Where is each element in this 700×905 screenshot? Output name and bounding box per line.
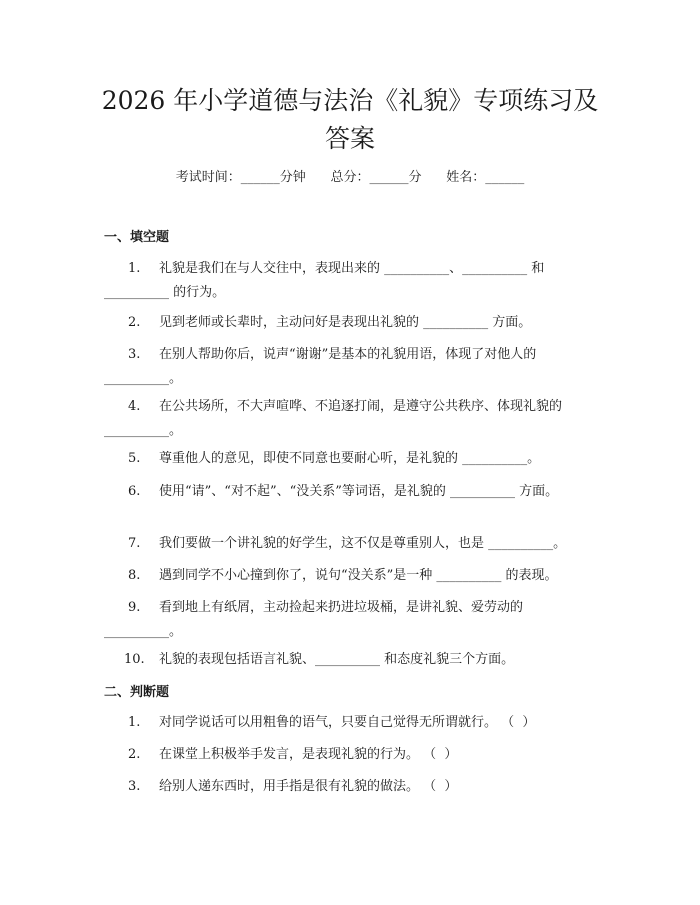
question-text: 礼貌的表现包括语言礼貌、__________ 和态度礼貌三个方面。 xyxy=(159,652,515,667)
section-heading-true-false: 二、判断题 xyxy=(104,685,170,700)
fill-in-question-6 xyxy=(104,480,598,504)
question-text: 在公共场所，不大声喧哗、不追逐打闹，是遵守公共秩序、体现礼貌的 __________。 xyxy=(104,399,567,438)
question-number: 3. xyxy=(128,347,141,362)
question-text: 礼貌是我们在与人交往中，表现出来的 __________、__________ 和 __________ 的行为。 xyxy=(104,261,549,300)
question-text: 见到老师或长辈时，主动问好是表现出礼貌的 __________ 方面。 xyxy=(159,315,532,330)
question-text: 看到地上有纸屑，主动捡起来扔进垃圾桶，是讲礼貌、爱劳动的 __________。 xyxy=(104,600,528,639)
fill-in-question-8 xyxy=(104,564,598,588)
question-number: 10. xyxy=(124,652,145,667)
true-false-question-1 xyxy=(104,711,598,735)
question-text: 我们要做一个讲礼貌的好学生，这不仅是尊重别人，也是 __________。 xyxy=(159,536,567,551)
question-text: 在别人帮助你后，说声“谢谢”是基本的礼貌用语，体现了对他人的 __________。 xyxy=(104,347,541,386)
question-number: 1. xyxy=(128,261,141,276)
question-text: 尊重他人的意见，即使不同意也要耐心听，是礼貌的 __________。 xyxy=(159,451,541,466)
question-number: 1. xyxy=(128,715,141,730)
section-heading-fill-in: 一、填空题 xyxy=(104,230,170,245)
question-number: 2. xyxy=(128,315,141,330)
question-text: 使用“请”、“对不起”、“没关系”等词语，是礼貌的 __________ 方面。 xyxy=(159,484,559,499)
fill-in-question-10 xyxy=(104,648,598,672)
question-number: 2. xyxy=(128,747,141,762)
question-number: 8. xyxy=(128,568,141,583)
question-number: 3. xyxy=(128,779,141,794)
question-number: 7. xyxy=(128,536,141,551)
fill-in-question-5 xyxy=(104,447,598,471)
question-number: 9. xyxy=(128,600,141,615)
fill-in-question-4 xyxy=(104,395,598,443)
question-text: 给别人递东西时，用手指是很有礼貌的做法。 （ ） xyxy=(159,779,458,794)
fill-in-question-9 xyxy=(104,596,598,644)
fill-in-question-2 xyxy=(104,311,598,335)
true-false-question-3 xyxy=(104,775,598,799)
page-title: 2026 年小学道德与法治《礼貌》专项练习及答案 xyxy=(101,86,599,153)
fill-in-question-3 xyxy=(104,343,598,391)
question-number: 4. xyxy=(128,399,141,414)
question-number: 5. xyxy=(128,451,141,466)
exam-info-line: 考试时间：______分钟 总分：______分 姓名：______ xyxy=(175,170,525,185)
question-text: 对同学说话可以用粗鲁的语气，只要自己觉得无所谓就行。 （ ） xyxy=(159,715,536,730)
fill-in-question-1 xyxy=(104,257,598,305)
question-text: 在课堂上积极举手发言，是表现礼貌的行为。 （ ） xyxy=(159,747,458,762)
question-text: 遇到同学不小心撞到你了，说句“没关系”是一种 __________ 的表现。 xyxy=(159,568,558,583)
question-number: 6. xyxy=(128,484,141,499)
fill-in-question-7 xyxy=(104,532,598,556)
true-false-question-2 xyxy=(104,743,598,767)
